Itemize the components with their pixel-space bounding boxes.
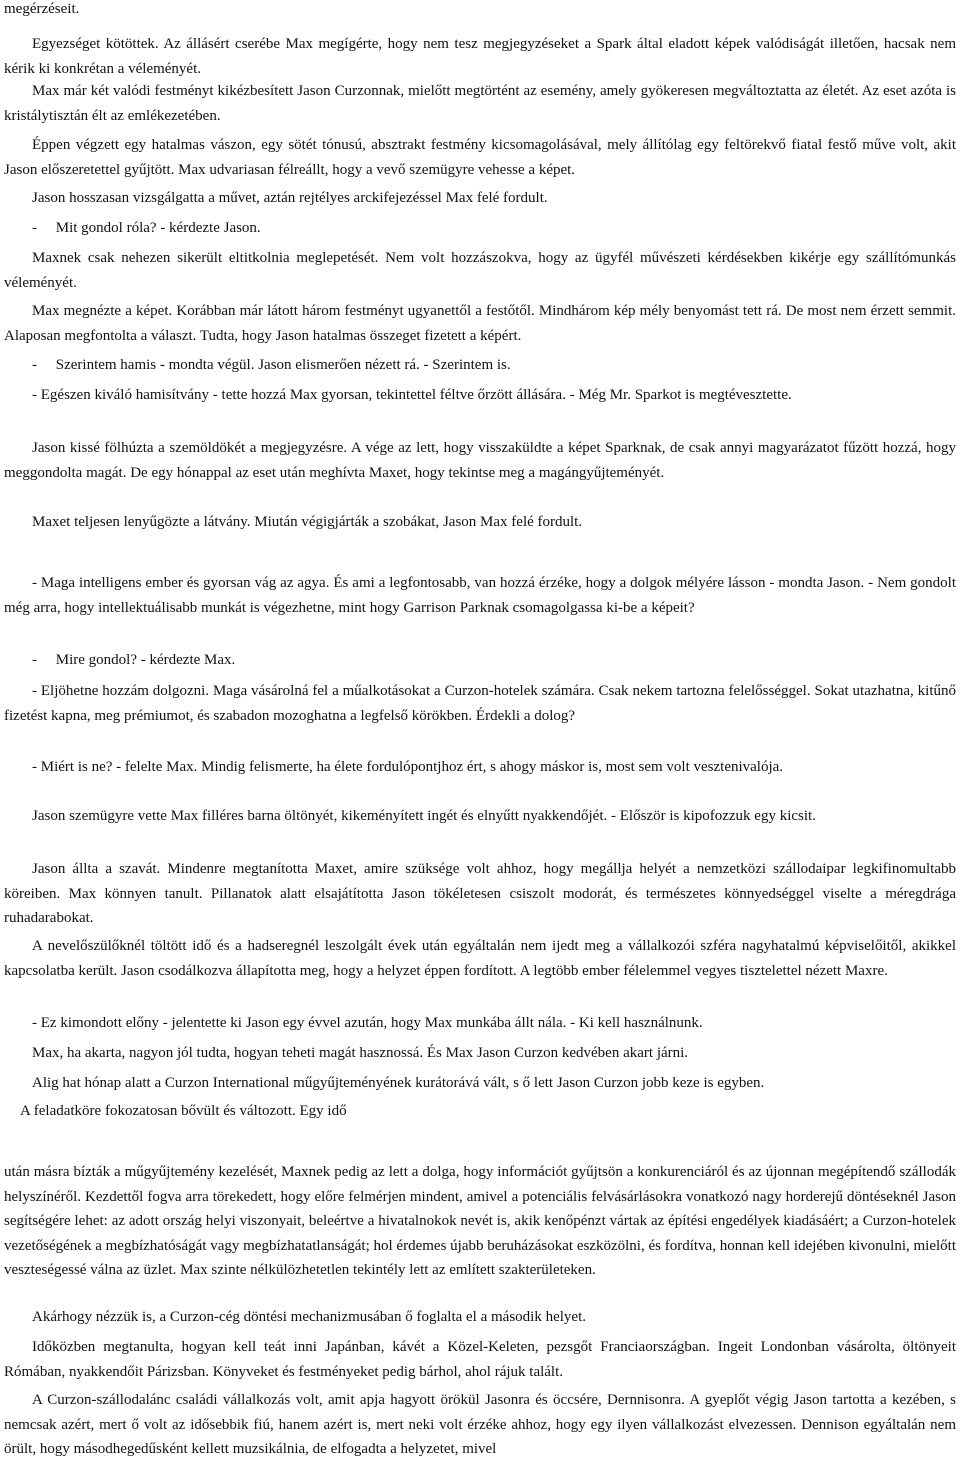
dialogue-line: - Eljöhetne hozzám dolgozni. Maga vásárolná fel a műalkotásokat a Curzon-hotelek számára. Csak nekem tartozna felelősséggel. Sokat utazhatna, kitűnő fizetést kapna, meg prémiumot, és szabadon mozoghatna a legfelső körökben. Érdekli a dolog? [4,683,956,724]
paragraph: Maxnek csak nehezen sikerült eltitkolnia meglepetését. Nem volt hozzászokva, hogy az ügyfél művészeti kérdésekben kikérje egy szállítómunkás véleményét. [4,250,956,291]
dialogue-line: - Ez kimondott előny - jelentette ki Jason egy évvel azután, hogy Max munkába állt nála. - Ki kell használnunk. [32,1015,703,1031]
paragraph: Akárhogy nézzük is, a Curzon-cég döntési mechanizmusában ő foglalta el a második helyet. [32,1309,586,1325]
paragraph: Időközben megtanulta, hogyan kell teát inni Japánban, kávét a Közel-Keleten, pezsgőt Franciaországban. Ingeit Londonban vásárolta, öltönyeit Rómában, nyakkendőit Párizsban. Könyveket és festményeket pedig bárhol, ahol rájuk talált. [4,1339,956,1380]
dialogue-line: - Mit gondol róla? - kérdezte Jason. [32,220,261,236]
paragraph: Max már két valódi festményt kikézbesített Jason Curzonnak, mielőtt megtörtént az esemény, amely gyökeresen megváltoztatta az életét. Az eset azóta is kristálytisztán élt az emlékezetében. [4,83,956,124]
paragraph: Jason szemügyre vette Max filléres barna öltönyét, kikeményített ingét és elnyűtt nyakkendőjét. - Először is kipofozzuk egy kicsit. [32,808,816,824]
dialogue-line: - Maga intelligens ember és gyorsan vág az agya. És ami a legfontosabb, van hozzá érzéke, hogy a dolgok mélyére lásson - mondta Jason. - Nem gondolt még arra, hogy intellektuálisabb munkát is végezhetne, mint hogy Garrison Parknak csomagolgassa ki-be a képeit? [4,575,956,616]
dialogue-line: - Miért is ne? - felelte Max. Mindig felismerte, ha élete fordulópontjhoz ért, s ahogy máskor is, most sem volt vesztenivalója. [32,759,784,775]
paragraph: Jason hosszasan vizsgálgatta a művet, aztán rejtélyes arckifejezéssel Max felé fordult. [32,190,548,206]
paragraph: Alig hat hónap alatt a Curzon International műgyűjteményének kurátorává vált, s ő lett Jason Curzon jobb keze is egyben. [32,1075,765,1091]
paragraph: Maxet teljesen lenyűgözte a látvány. Miután végigjárták a szobákat, Jason Max felé fordult. [32,514,583,530]
paragraph: Max, ha akarta, nagyon jól tudta, hogyan teheti magát hasznossá. És Max Jason Curzon kedvében akart járni. [32,1045,689,1061]
paragraph: Éppen végzett egy hatalmas vászon, egy sötét tónusú, absztrakt festmény kicsomagolásával, mely állítólag egy feltörekvő fiatal festő műve volt, akit Jason előszeretettel gyűjtött. Max udvariasan félreállt, hogy a vevő szemügyre vehesse a képet. [4,137,956,178]
dialogue-line: - Egészen kiváló hamisítvány - tette hozzá Max gyorsan, tekintettel féltve őrzött állására. - Még Mr. Sparkot is megtévesztette. [32,387,792,403]
paragraph: után másra bízták a műgyűjtemény kezelését, Maxnek pedig az lett a dolga, hogy információt gyűjtsön a konkurenciáról és az újonnan megépítendő szállodák helyszínéről. Kezdettől fogva arra törekedett, hogy előre felmérjen mindent, amivel a potenciális felvásárlásokra vonatkozó nagy horderejű döntéseknél Jason segítségére lehet: az adott ország helyi viszonyait, beleértve a hivatalnokok nevét is, akik kenőpénzt vártak az építési engedélyek kiadásáért; a Curzon-hotelek vezetőségének a megbízhatóságát vagy megbízhatatlanságát; hol érdemes újabb beruházásokat eszközölni, és fordítva, honnan kell idejében kivonulni, mielőtt veszteségessé válna az üzlet. Max szinte nélkülözhetetlen tekintély lett az említett szakterületeken. [4,1164,956,1278]
paragraph: Max megnézte a képet. Korábban már látott három festményt ugyanettől a festőtől. Mindhárom kép mély benyomást tett rá. De most nem érzett semmit. Alaposan megfontolta a választ. Tudta, hogy Jason hatalmas összeget fizetett a képért. [4,303,956,344]
dialogue-line: - Mire gondol? - kérdezte Max. [32,652,236,668]
dialogue-line: - Szerintem hamis - mondta végül. Jason elismerően nézett rá. - Szerintem is. [32,357,511,373]
paragraph: Jason kissé fölhúzta a szemöldökét a megjegyzésre. A vége az lett, hogy visszaküldte a képet Sparknak, de csak annyi magyarázatot fűzött hozzá, hogy meggondolta magát. De egy hónappal az eset után meghívta Maxet, hogy tekintse meg a magángyűjteményét. [4,440,956,481]
paragraph: A feladatköre fokozatosan bővült és változott. Egy idő [20,1103,347,1119]
paragraph: megérzéseit. [4,1,80,17]
paragraph: A Curzon-szállodalánc családi vállalkozás volt, amit apja hagyott örökül Jasonra és öccsére, Dernnisonra. A gyeplőt végig Jason tartotta a kezében, s nemcsak azért, mert ő volt az idősebbik fiú, hanem azért is, mert neki volt érzéke ahhoz, hogy egy ilyen vállalkozást elvezessen. Dennison egyáltalán nem örült, hogy másodhegedűsként kellett muzsikálnia, de elfogadta a helyzetet, mivel [4,1392,956,1457]
paragraph: Jason állta a szavát. Mindenre megtanította Maxet, amire szüksége volt ahhoz, hogy megállja helyét a nemzetközi szállodaipar legkifinomultabb köreiben. Max könnyen tanult. Pillanatok alatt elsajátította Jason tökéletesen csiszolt modorát, és természetes könnyedséggel viselte a méregdrága ruhadarabokat. [4,861,956,926]
paragraph: A nevelőszülőknél töltött idő és a hadseregnél leszolgált évek után egyáltalán nem ijedt meg a vállalkozói szféra nagyhatalmú képviselőitől, akikkel kapcsolatba került. Jason csodálkozva állapította meg, hogy a helyzet éppen fordított. A legtöbb ember félelemmel vegyes tisztelettel nézett Maxre. [4,938,956,979]
paragraph: Egyezséget kötöttek. Az állásért cserébe Max megígérte, hogy nem tesz megjegyzéseket a Spark által eladott képek valódiságát illetően, hacsak nem kérik ki konkrétan a véleményét. [4,36,956,77]
